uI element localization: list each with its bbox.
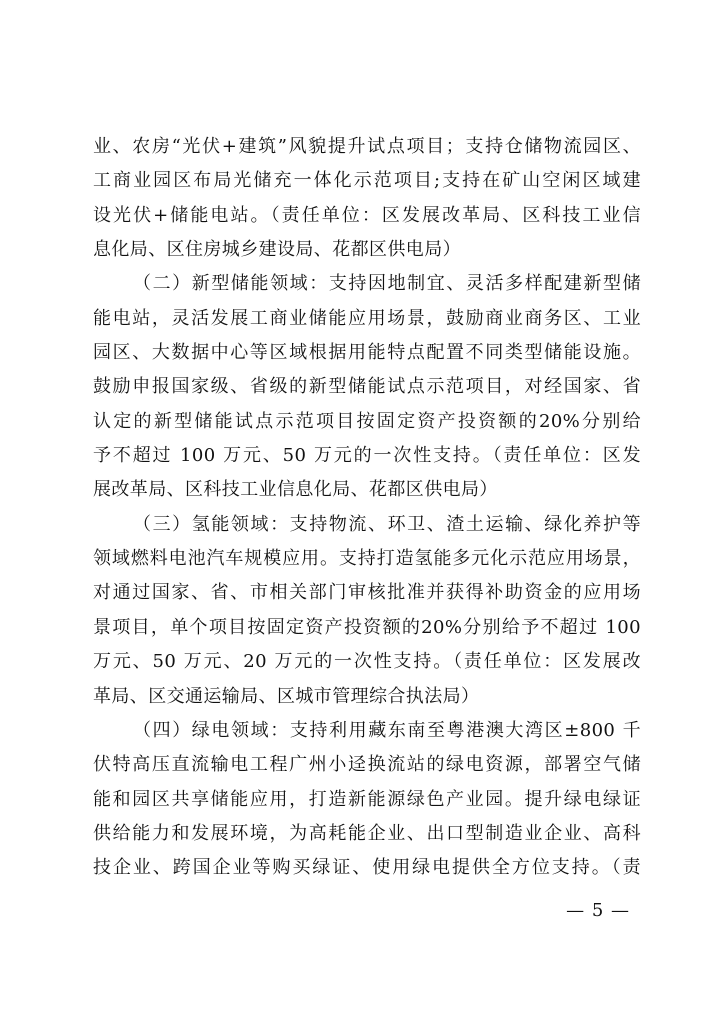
paragraph-3-line-3: 对通过国家、省、市相关部门审核批准并获得补助资金的应用场 [93,582,641,604]
paragraph-4-line-4: 供给能力和发展环境，为高耗能企业、出口型制造业企业、高科 [93,822,641,844]
paragraph-3-line-6: 革局、区交通运输局、区城市管理综合执法局） [93,685,480,707]
paragraph-2-line-2: 能电站，灵活发展工商业储能应用场景，鼓励商业商务区、工业 [93,307,641,329]
paragraph-1-line-4: 息化局、区住房城乡建设局、花都区供电局） [93,239,461,261]
paragraph-2-line-4: 鼓励申报国家级、省级的新型储能试点示范项目，对经国家、省 [93,376,641,398]
paragraph-3-line-4: 景项目，单个项目按固定资产投资额的20%分别给予不超过 100 [93,616,641,638]
paragraph-3-line-1: （三）氢能领域：支持物流、环卫、渣土运输、绿化养护等 [133,513,641,535]
page-number: — 5 — [566,900,630,921]
paragraph-1-line-1: 业、农房“光伏+建筑”风貌提升试点项目；支持仓储物流园区、 [93,136,641,157]
paragraph-4-line-3: 能和园区共享储能应用，打造新能源绿色产业园。提升绿电绿证 [93,788,641,810]
paragraph-3-line-2: 领域燃料电池汽车规模应用。支持打造氢能多元化示范应用场景， [93,548,641,570]
body-text [93,130,641,886]
paragraph-4-line-5: 技企业、跨国企业等购买绿证、使用绿电提供全方位支持。（责 [93,857,641,879]
paragraph-1-line-2: 工商业园区布局光储充一体化示范项目;支持在矿山空闲区域建 [93,170,641,192]
paragraph-2-line-6: 予不超过 100 万元、50 万元的一次性支持。（责任单位：区发 [93,445,641,467]
paragraph-2-line-1: （二）新型储能领域：支持因地制宜、灵活多样配建新型储 [133,273,641,295]
paragraph-4-line-2: 伏特高压直流输电工程广州小迳换流站的绿电资源，部署空气储 [93,754,641,776]
paragraph-2-line-5: 认定的新型储能试点示范项目按固定资产投资额的20%分别给 [93,410,641,432]
paragraph-1-line-3: 设光伏+储能电站。（责任单位：区发展改革局、区科技工业信 [93,204,641,226]
paragraph-4-line-1: （四）绿电领域：支持利用藏东南至粤港澳大湾区±800 千 [133,719,641,741]
paragraph-2-line-7: 展改革局、区科技工业信息化局、花都区供电局） [93,479,498,501]
paragraph-3-line-5: 万元、50 万元、20 万元的一次性支持。（责任单位：区发展改 [93,651,641,673]
paragraph-2-line-3: 园区、大数据中心等区域根据用能特点配置不同类型储能设施。 [93,342,641,364]
